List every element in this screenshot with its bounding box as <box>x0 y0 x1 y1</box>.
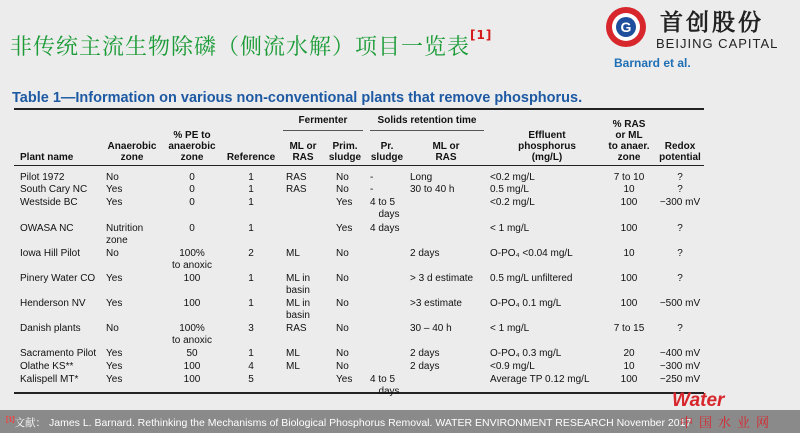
row-ras-ml: 100 <box>620 374 638 385</box>
column-header-effluent-phosphorus: phosphorus <box>518 141 576 152</box>
logo-letter: G <box>620 19 632 35</box>
row-plant-name: Sacramento Pilot <box>20 348 97 359</box>
row-pr-sludge: - <box>370 172 374 183</box>
watermark-logo <box>650 390 800 433</box>
row-pe-anaerobic: to anoxic <box>171 335 213 346</box>
table-top-rule <box>14 108 704 110</box>
row-redox-potential: ? <box>677 248 683 259</box>
row-plant-name: Kalispell MT* <box>20 374 79 385</box>
row-effluent-phosphorus: Average TP 0.12 mg/L <box>490 374 590 385</box>
row-prim-sludge: No <box>336 172 349 183</box>
column-header-pr-sludge: sludge <box>370 152 404 163</box>
row-ras-ml: 10 <box>623 361 635 372</box>
row-fermenter-ml-ras: RAS <box>286 172 307 183</box>
column-header-anaerobic-zone: Anaerobic <box>107 141 157 152</box>
row-srt-ml-ras: >3 estimate <box>410 298 462 309</box>
row-reference: 1 <box>248 223 254 234</box>
row-anaerobic-zone: No <box>106 323 119 334</box>
row-reference: 1 <box>248 197 254 208</box>
column-header-pe-anaerobic: anaerobic <box>168 141 216 152</box>
row-ras-ml: 20 <box>623 348 635 359</box>
row-redox-potential: ? <box>677 184 683 195</box>
row-ras-ml: 100 <box>620 298 638 309</box>
row-pe-anaerobic: to anoxic <box>171 260 213 271</box>
row-plant-name: Westside BC <box>20 197 78 208</box>
row-prim-sludge: Yes <box>336 374 353 385</box>
row-fermenter-ml-ras: RAS <box>286 184 307 195</box>
row-fermenter-ml-ras: ML in <box>286 273 311 284</box>
fermenter-group-header: Fermenter <box>298 115 348 126</box>
row-fermenter-ml-ras: basin <box>286 310 310 321</box>
column-header-ras-ml: zone <box>617 152 641 163</box>
row-effluent-phosphorus: <0.2 mg/L <box>490 197 535 208</box>
watermark-chinese: 中国水业网 <box>680 415 776 430</box>
row-pr-sludge: days <box>378 386 400 397</box>
column-header-srt-ml-ras: RAS <box>435 152 457 163</box>
row-fermenter-ml-ras: ML <box>286 348 300 359</box>
row-prim-sludge: No <box>336 273 349 284</box>
logo-chinese-name: 首创股份 <box>660 9 764 36</box>
footer-citation: [1]文献： James L. Barnard. Rethinking the Mechanisms of Biological Phosphorus Removal. WATER ENVIRONMENT RESEARCH November 2017 <box>6 416 692 429</box>
row-pe-anaerobic: 100 <box>183 374 201 385</box>
logo-emblem-icon <box>604 5 648 49</box>
row-reference: 4 <box>248 361 254 372</box>
row-pe-anaerobic: 100% <box>179 323 205 334</box>
row-anaerobic-zone: Yes <box>106 374 123 385</box>
row-prim-sludge: No <box>336 298 349 309</box>
row-plant-name: Henderson NV <box>20 298 86 309</box>
watermark-english: Water <box>672 390 725 411</box>
beijing-capital-logo <box>604 2 800 62</box>
row-anaerobic-zone: Yes <box>106 273 123 284</box>
row-pe-anaerobic: 50 <box>186 348 198 359</box>
row-pr-sludge: 4 to 5 <box>370 374 396 385</box>
column-header-plant-name: Plant name <box>20 152 74 163</box>
row-anaerobic-zone: Yes <box>106 298 123 309</box>
row-plant-name: OWASA NC <box>20 223 74 234</box>
row-prim-sludge: Yes <box>336 197 353 208</box>
column-header-pr-sludge: Pr. <box>380 141 394 152</box>
row-reference: 1 <box>248 298 254 309</box>
row-srt-ml-ras: 30 – 40 h <box>410 323 452 334</box>
row-srt-ml-ras: 2 days <box>410 361 440 372</box>
column-header-effluent-phosphorus: Effluent <box>528 130 566 141</box>
row-prim-sludge: No <box>336 348 349 359</box>
srt-group-rule <box>370 130 484 131</box>
row-effluent-phosphorus: <0.9 mg/L <box>490 361 535 372</box>
row-plant-name: South Cary NC <box>20 184 88 195</box>
row-effluent-phosphorus: O-PO₄ 0.1 mg/L <box>490 298 562 309</box>
row-prim-sludge: No <box>336 361 349 372</box>
column-header-ras-ml: % RAS <box>612 119 646 130</box>
row-plant-name: Pinery Water CO <box>20 273 96 284</box>
column-header-ras-ml: to anaer. <box>608 141 650 152</box>
row-pe-anaerobic: 100% <box>179 248 205 259</box>
row-anaerobic-zone: Yes <box>106 348 123 359</box>
row-reference: 2 <box>248 248 254 259</box>
row-effluent-phosphorus: < 1 mg/L <box>490 323 530 334</box>
row-plant-name: Danish plants <box>20 323 81 334</box>
title-reference: [1] <box>470 28 493 42</box>
row-plant-name: Iowa Hill Pilot <box>20 248 81 259</box>
row-effluent-phosphorus: 0.5 mg/L unfiltered <box>490 273 573 284</box>
column-header-srt-ml-ras: ML or <box>432 141 460 152</box>
table-caption: Table 1—Information on various non-conventional plants that remove phosphorus. <box>12 90 583 106</box>
row-prim-sludge: No <box>336 323 349 334</box>
row-pe-anaerobic: 0 <box>189 172 195 183</box>
row-fermenter-ml-ras: ML <box>286 248 300 259</box>
row-pr-sludge: 4 days <box>370 223 400 234</box>
table-bottom-rule <box>14 392 704 394</box>
column-header-pe-anaerobic: zone <box>180 152 204 163</box>
row-anaerobic-zone: zone <box>106 235 128 246</box>
row-pe-anaerobic: 100 <box>183 273 201 284</box>
column-header-prim-sludge: sludge <box>328 152 362 163</box>
row-prim-sludge: Yes <box>336 223 353 234</box>
row-anaerobic-zone: No <box>106 248 119 259</box>
row-pe-anaerobic: 0 <box>189 197 195 208</box>
row-fermenter-ml-ras: basin <box>286 285 310 296</box>
row-reference: 5 <box>248 374 254 385</box>
column-header-fermenter-ml-ras: ML or <box>289 141 317 152</box>
row-reference: 3 <box>248 323 254 334</box>
row-redox-potential: −500 mV <box>659 298 701 309</box>
row-redox-potential: −300 mV <box>659 197 701 208</box>
logo-english-name: BEIJING CAPITAL <box>656 36 779 51</box>
row-plant-name: Olathe KS** <box>20 361 74 372</box>
column-header-effluent-phosphorus: (mg/L) <box>531 152 563 163</box>
column-header-ras-ml: or ML <box>615 130 643 141</box>
row-redox-potential: ? <box>677 223 683 234</box>
table-header-rule <box>14 165 704 166</box>
row-plant-name: Pilot 1972 <box>20 172 65 183</box>
row-ras-ml: 100 <box>620 197 638 208</box>
column-header-fermenter-ml-ras: RAS <box>292 152 314 163</box>
row-fermenter-ml-ras: RAS <box>286 323 307 334</box>
row-pr-sludge: days <box>378 209 400 220</box>
row-pe-anaerobic: 0 <box>189 184 195 195</box>
row-srt-ml-ras: 2 days <box>410 348 440 359</box>
row-ras-ml: 100 <box>620 223 638 234</box>
fermenter-group-rule <box>283 130 363 131</box>
row-pr-sludge: - <box>370 184 374 195</box>
column-header-prim-sludge: Prim. <box>332 141 358 152</box>
row-anaerobic-zone: No <box>106 172 119 183</box>
row-effluent-phosphorus: O-PO₄ 0.3 mg/L <box>490 348 562 359</box>
row-ras-ml: 100 <box>620 273 638 284</box>
row-srt-ml-ras: 30 to 40 h <box>410 184 455 195</box>
row-pe-anaerobic: 100 <box>183 298 201 309</box>
row-pe-anaerobic: 100 <box>183 361 201 372</box>
row-effluent-phosphorus: <0.2 mg/L <box>490 172 535 183</box>
column-header-anaerobic-zone: zone <box>120 152 144 163</box>
row-anaerobic-zone: Yes <box>106 361 123 372</box>
row-redox-potential: ? <box>677 273 683 284</box>
footer-reference: [1] <box>6 416 15 424</box>
row-prim-sludge: No <box>336 184 349 195</box>
row-fermenter-ml-ras: ML in <box>286 298 311 309</box>
column-header-redox-potential: Redox <box>664 141 696 152</box>
row-redox-potential: −250 mV <box>659 374 701 385</box>
row-reference: 1 <box>248 348 254 359</box>
row-effluent-phosphorus: O-PO₄ <0.04 mg/L <box>490 248 573 259</box>
row-srt-ml-ras: Long <box>410 172 433 183</box>
column-header-pe-anaerobic: % PE to <box>173 130 211 141</box>
row-prim-sludge: No <box>336 248 349 259</box>
column-header-reference: Reference <box>226 152 276 163</box>
row-srt-ml-ras: 2 days <box>410 248 440 259</box>
row-anaerobic-zone: Yes <box>106 197 123 208</box>
row-fermenter-ml-ras: ML <box>286 361 300 372</box>
row-ras-ml: 7 to 10 <box>613 172 645 183</box>
row-ras-ml: 10 <box>623 248 635 259</box>
row-reference: 1 <box>248 184 254 195</box>
row-redox-potential: ? <box>677 323 683 334</box>
row-redox-potential: −400 mV <box>659 348 701 359</box>
author-credit: Barnard et al. <box>614 56 691 70</box>
row-effluent-phosphorus: 0.5 mg/L <box>490 184 529 195</box>
row-effluent-phosphorus: < 1 mg/L <box>490 223 530 234</box>
row-ras-ml: 10 <box>623 184 635 195</box>
row-redox-potential: −300 mV <box>659 361 701 372</box>
row-pr-sludge: 4 to 5 <box>370 197 396 208</box>
row-pe-anaerobic: 0 <box>189 223 195 234</box>
row-anaerobic-zone: Yes <box>106 184 123 195</box>
row-srt-ml-ras: > 3 d estimate <box>410 273 474 284</box>
srt-group-header: Solids retention time <box>377 115 477 126</box>
row-anaerobic-zone: Nutrition <box>106 223 144 234</box>
row-reference: 1 <box>248 273 254 284</box>
slide-title: 非传统主流生物除磷（侧流水解）项目一览表[1] <box>10 28 493 60</box>
row-reference: 1 <box>248 172 254 183</box>
column-header-redox-potential: potential <box>659 152 701 163</box>
row-redox-potential: ? <box>677 172 683 183</box>
row-ras-ml: 7 to 15 <box>613 323 645 334</box>
